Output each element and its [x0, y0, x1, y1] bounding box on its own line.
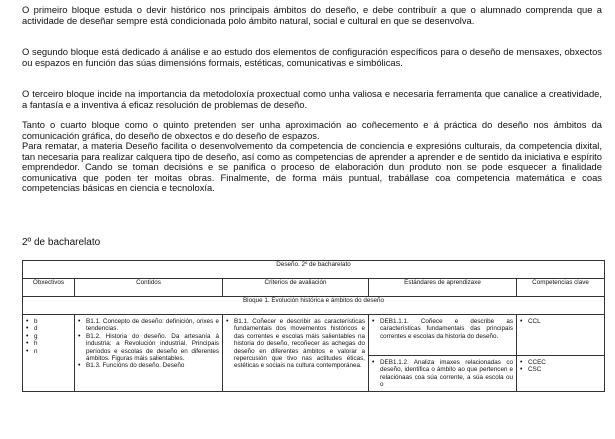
- contents-cell: [75, 315, 223, 392]
- column-header-standards: Estándares de aprendizaxe: [369, 279, 517, 297]
- objective-item: • n: [26, 348, 71, 355]
- paragraph-block-two: O segundo bloque está dedicado á análise e ao estudo dos elementos de configuración específicos para o deseño de mensaxes, obxectos ou espazos en función das súas dimensións formais, estéticas, comunicativas e simbólicas.: [22, 46, 602, 68]
- section-heading: 2º de bacharelato: [22, 237, 101, 248]
- competence-item: • CCL: [520, 318, 601, 325]
- objective-item: • h: [26, 340, 71, 347]
- block-title: Bloque 1. Evolución histórica e ámbitos do deseño: [23, 297, 605, 315]
- competence-item: • CCEC: [520, 359, 601, 366]
- criteria-cell: [223, 315, 369, 392]
- content-item: • B1.2. Historia do deseño. Da artesanía á industria: a Revolución industrial. Principais períodos e escolas de deseño en diferentes ámbitos. Figuras máis salientables.: [78, 333, 219, 363]
- standard-item: • DEB1.1.2. Analiza imaxes relacionadas co deseño, identifica o ámbito ao que pertencen e relaciónaas coa súa corrente, a súa escola ou o: [372, 359, 513, 389]
- objective-item: • b: [26, 318, 71, 325]
- objective-item: • g: [26, 333, 71, 340]
- column-header-competences: Competencias clave: [517, 279, 605, 297]
- curriculum-table: [22, 260, 605, 392]
- table-title: Deseño. 2º de bacharelato: [23, 261, 605, 279]
- paragraph-block-four-five: Tanto o cuarto bloque como o quinto pretenden ser unha aproximación ao coñecemento e á práctica do deseño nos ámbitos da comunicación gráfica, do deseño de obxectos e do deseño de espazos.: [22, 119, 602, 141]
- paragraph-competences: Para rematar, a materia Deseño facilita o desenvolvemento da competencia de conciencia e expresións culturais, da competencia dixital, tan necesaria para realizar calquera tipo de deseño, así como as competencias de aprender a aprender e de sentido da iniciativa e espírito emprendedor. Cando se toman decisións e se panifica o proceso de elaboración dun produto non se pode esquecer a finalidade comunicativa que poden ter moitas obras. Finalmente, de forma máis puntual, trabállase coa competencia matemática e coas competencias básicas en ciencia e tecnoloxía.: [22, 140, 602, 194]
- paragraph-block-one: O primeiro bloque estuda o devir histórico nos principais ámbitos do deseño, e debe contribuír a que o alumnado comprenda que a actividade de deseñar sempre está condicionada polo ámbito natural, social e cultural en que se desenvolva.: [22, 4, 602, 26]
- paragraph-block-three: O terceiro bloque incide na importancia da metodoloxía proxectual como unha valiosa e necesaria ferramenta que canalice a creatividade, a fantasía e a inventiva á eficaz resolución de problemas de deseño.: [22, 88, 602, 110]
- content-item: • B1.3. Funcións do deseño. Deseño: [78, 362, 219, 369]
- competences-cell: [517, 315, 605, 392]
- competence-item: • CSC: [520, 366, 601, 373]
- objectives-cell: [23, 315, 75, 392]
- column-header-objectives: Obxectivos: [23, 279, 75, 297]
- standard-item: • DEB1.1.1. Coñece e describe as características fundamentais das principais correntes e escolas da historia do deseño.: [372, 318, 513, 340]
- column-header-criteria: Criterios de avaliación: [223, 279, 369, 297]
- standards-cell: [369, 315, 517, 392]
- criterion-item: • B1.1. Coñecer e describir as características fundamentais dos movementos históricos e das correntes e escolas máis salientables na historia do deseño, recoñecer as achegas do deseño en diferentes ámbitos e valorar a repercusión que tivo nas actitudes éticas, estéticas e sociais na cultura contemporánea.: [226, 318, 365, 370]
- content-item: • B1.1. Concepto de deseño: definición, orixes e tendencias.: [78, 318, 219, 333]
- column-header-contents: Contidos: [75, 279, 223, 297]
- objective-item: • d: [26, 325, 71, 332]
